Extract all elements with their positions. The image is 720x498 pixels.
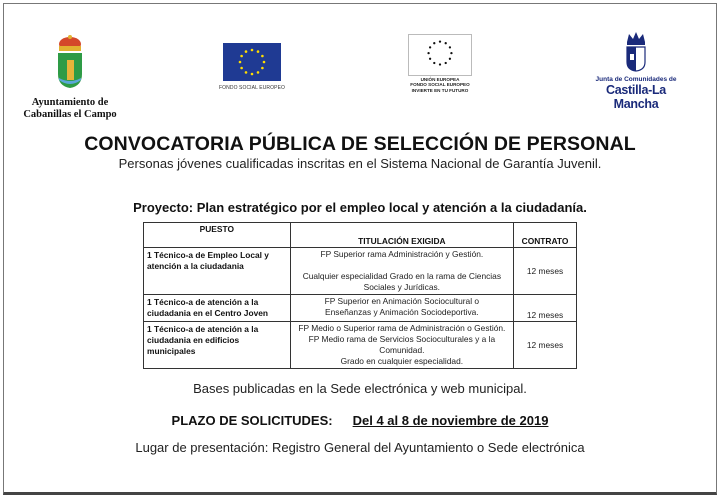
cell-puesto: 1 Técnico-a de atención a la ciudadania en el Centro Joven (144, 295, 291, 322)
cell-puesto: 1 Técnico-a de Empleo Local y atención a la ciudadania (144, 248, 291, 295)
titulacion-line: Grado en cualquier especialidad. (340, 356, 464, 366)
project-heading: Proyecto: Plan estratégico por el empleo local y atención a la ciudadanía. (133, 200, 587, 215)
logo-ayuntamiento (20, 34, 120, 121)
cell-titulacion (290, 248, 513, 295)
municipal-name-line2: Cabanillas el Campo (23, 109, 117, 120)
titulacion-line: FP Medio rama de Servicios Socioculturales y a la (308, 334, 496, 344)
logo-castilla-la-mancha (586, 30, 686, 111)
titulacion-line: FP Superior en Animación Sociocultural o (324, 296, 480, 306)
plazo-dates: Del 4 al 8 de noviembre de 2019 (352, 413, 549, 428)
ue-caption-line2: FONDO SOCIAL EUROPEO (410, 82, 470, 88)
clm-caption-small: Junta de Comunidades de (595, 76, 677, 83)
ue-caption-line1: UNIÓN EUROPEA (420, 77, 460, 82)
application-period (0, 413, 720, 428)
cell-contrato: 12 meses (514, 322, 577, 369)
titulacion-line: Enseñanzas y Animación Sociodeportiva. (325, 307, 479, 317)
submission-place: Lugar de presentación: Registro General del Ayuntamiento o Sede electrónica (135, 440, 585, 455)
municipal-name-line1: Ayuntamiento de (31, 97, 109, 108)
page-subtitle: Personas jóvenes cualificadas inscritas en el Sistema Nacional de Garantía Juvenil. (118, 156, 602, 171)
cell-titulacion (290, 295, 513, 322)
logo-union-europea (408, 34, 472, 93)
logo-fondo-social-europeo (217, 43, 287, 91)
clm-crown-shield-icon (623, 30, 649, 72)
titulacion-line: Comunidad. (379, 345, 425, 355)
header-puesto: PUESTO (144, 223, 291, 248)
titulacion-line: FP Superior rama Administración y Gestión. (320, 249, 484, 259)
cell-titulacion (290, 322, 513, 369)
table-row (144, 322, 577, 369)
header-contrato: CONTRATO (514, 223, 577, 248)
table-row (144, 295, 577, 322)
titulacion-spacer (292, 260, 512, 271)
eu-stars-icon (408, 34, 472, 76)
eu-flag-icon (223, 43, 281, 81)
cell-contrato: 12 meses (514, 248, 577, 295)
page-title: CONVOCATORIA PÚBLICA DE SELECCIÓN DE PERSONAL (84, 133, 636, 155)
positions-table (143, 222, 577, 369)
titulacion-line: Cualquier especialidad Grado en la rama de Ciencias (302, 271, 502, 281)
table-header-row (144, 223, 577, 248)
bases-note: Bases publicadas en la Sede electrónica y web municipal. (193, 381, 527, 396)
header-titulacion: TITULACIÓN EXIGIDA (290, 223, 513, 248)
fse-caption: FONDO SOCIAL EUROPEO (219, 85, 285, 91)
titulacion-line: Sociales y Jurídicas. (363, 282, 441, 292)
cell-puesto: 1 Técnico-a de atención a la ciudadania en edificios municipales (144, 322, 291, 369)
table-row (144, 248, 577, 295)
municipal-coat-of-arms-icon (55, 34, 85, 89)
plazo-label: PLAZO DE SOLICITUDES: (171, 413, 333, 428)
clm-caption-big: Castilla-La Mancha (606, 83, 666, 111)
titulacion-line: FP Medio o Superior rama de Administración o Gestión. (298, 323, 506, 333)
ue-caption-line3: INVIERTE EN TU FUTURO (411, 87, 469, 93)
cell-contrato: 12 meses (514, 295, 577, 322)
